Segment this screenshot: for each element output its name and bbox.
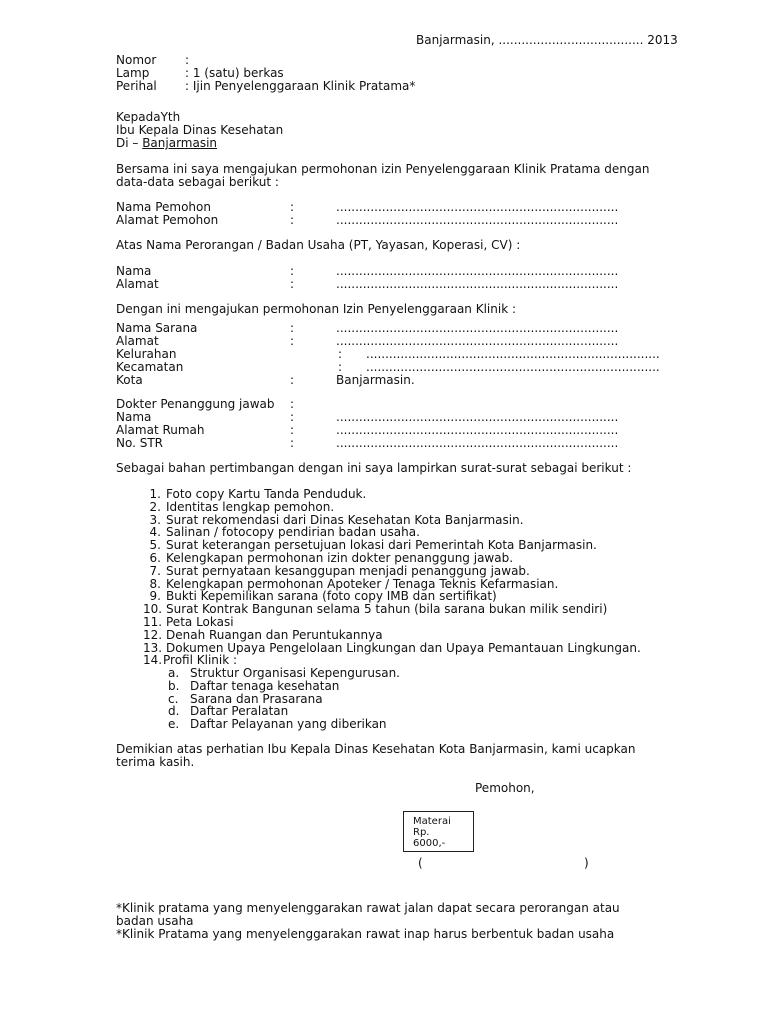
field-colon: : <box>290 200 295 214</box>
profil-label: Profil Klinik : <box>163 653 238 667</box>
lampiran-item: Bukti Kepemilikan sarana (foto copy IMB dan sertifikat) <box>166 589 497 603</box>
profil-item-letter: c. <box>168 692 179 706</box>
field-label: Alamat <box>116 334 159 348</box>
lampiran-item-number: 11. <box>143 615 163 629</box>
field-colon: : <box>290 410 295 424</box>
field-colon: : <box>290 436 295 450</box>
lampiran-item-number: 12. <box>143 628 163 642</box>
field-label: Nama Sarana <box>116 321 198 335</box>
lampiran-item-number: 5. <box>149 538 161 552</box>
lampiran-item: Peta Lokasi <box>166 615 234 629</box>
field-dots: .......................................................................... <box>336 213 619 227</box>
addressee-line-3 <box>116 137 217 150</box>
atas-nama-heading: Atas Nama Perorangan / Badan Usaha (PT, Yayasan, Koperasi, CV) : <box>116 238 521 252</box>
field-label: Alamat Pemohon <box>116 213 219 227</box>
lampiran-item: Kelengkapan permohonan Apoteker / Tenaga Teknis Kefarmasian. <box>166 577 559 591</box>
lampiran-item: Foto copy Kartu Tanda Penduduk. <box>166 487 367 501</box>
signature-close-paren: ) <box>584 856 589 870</box>
lampiran-item: Kelengkapan permohonan izin dokter penanggung jawab. <box>166 551 514 565</box>
lampiran-item: Surat keterangan persetujuan lokasi dari Pemerintah Kota Banjarmasin. <box>166 538 597 552</box>
lampiran-heading: Sebagai bahan pertimbangan dengan ini saya lampirkan surat-surat sebagai berikut : <box>116 461 632 475</box>
field-colon: : <box>290 423 295 437</box>
field-colon: : <box>290 321 295 335</box>
closing-paragraph: Demikian atas perhatian Ibu Kepala Dinas Kesehatan Kota Banjarmasin, kami ucapkan terima kasih. <box>116 742 636 769</box>
field-colon: : <box>290 334 295 348</box>
intro-paragraph: Bersama ini saya mengajukan permohonan izin Penyelenggaraan Klinik Pratama dengan data-data sebagai berikut : <box>116 162 650 189</box>
field-colon: : <box>290 213 295 227</box>
lampiran-item-number: 7. <box>149 564 161 578</box>
field-label: Kelurahan <box>116 347 177 361</box>
signature-open-paren: ( <box>418 856 423 870</box>
kota-value: Banjarmasin. <box>336 373 415 387</box>
lampiran-item: Dokumen Upaya Pengelolaan Lingkungan dan Upaya Pemantauan Lingkungan. <box>166 641 641 655</box>
klinik-heading: Dengan ini mengajukan permohonan Izin Penyelenggaraan Klinik : <box>116 302 517 316</box>
profil-item-letter: b. <box>168 679 180 693</box>
addressee-line-2: Ibu Kepala Dinas Kesehatan <box>116 123 284 137</box>
materai-line: 6000,- <box>413 838 446 849</box>
materai-line: Rp. <box>413 827 430 838</box>
profil-item: Struktur Organisasi Kepengurusan. <box>190 666 400 680</box>
field-dots: .......................................................................... <box>336 264 619 278</box>
field-label: Alamat Rumah <box>116 423 205 437</box>
lampiran-item: Surat Kontrak Bangunan selama 5 tahun (bila sarana bukan milik sendiri) <box>166 602 608 616</box>
materai-line: Materai <box>413 816 451 827</box>
profil-item: Sarana dan Prasarana <box>190 692 323 706</box>
lampiran-item: Denah Ruangan dan Peruntukannya <box>166 628 383 642</box>
profil-item-letter: d. <box>168 704 180 718</box>
profil-item: Daftar Pelayanan yang diberikan <box>190 717 387 731</box>
lampiran-item-number: 10. <box>143 602 163 616</box>
addressee-line-1: KepadaYth <box>116 110 181 124</box>
field-label: Kota <box>116 373 143 387</box>
lampiran-item-number: 1. <box>149 487 161 501</box>
lampiran-item-number: 9. <box>149 589 161 603</box>
perihal-label: Perihal <box>116 79 157 93</box>
field-label: Alamat <box>116 277 159 291</box>
footnote: *Klinik pratama yang menyelenggarakan rawat jalan dapat secara perorangan atau badan usaha <box>116 901 620 928</box>
field-dots: .......................................................................... <box>336 436 619 450</box>
field-dots: .......................................................................... <box>336 410 619 424</box>
field-colon: : <box>290 264 295 278</box>
lampiran-item: Salinan / fotocopy pendirian badan usaha. <box>166 525 420 539</box>
lampiran-item-number: 3. <box>149 513 161 527</box>
field-label: Kecamatan <box>116 360 184 374</box>
lampiran-item-number: 6. <box>149 551 161 565</box>
field-dots: .......................................................................... <box>336 277 619 291</box>
field-dots: .......................................................................... <box>336 423 619 437</box>
profil-item: Daftar tenaga kesehatan <box>190 679 340 693</box>
field-dots: .......................................................................... <box>336 334 619 348</box>
place-date: Banjarmasin, ...................................... 2013 <box>416 33 678 47</box>
profil-item-letter: a. <box>168 666 180 680</box>
field-colon: : <box>290 397 295 411</box>
addressee-city: Banjarmasin <box>142 136 218 150</box>
field-label: No. STR <box>116 436 164 450</box>
field-label: Nama <box>116 264 152 278</box>
lampiran-item-number: 13. <box>143 641 163 655</box>
field-dots: ............................................................................. <box>366 347 660 361</box>
lampiran-item: Surat pernyataan kesanggupan menjadi penanggung jawab. <box>166 564 530 578</box>
lamp-label: Lamp <box>116 66 150 80</box>
footnote: *Klinik Pratama yang menyelenggarakan rawat inap harus berbentuk badan usaha <box>116 927 615 941</box>
field-colon: : <box>338 347 343 361</box>
lampiran-item: Surat rekomendasi dari Dinas Kesehatan Kota Banjarmasin. <box>166 513 524 527</box>
field-colon: : <box>290 277 295 291</box>
lampiran-item-number: 8. <box>149 577 161 591</box>
field-dots: .......................................................................... <box>336 321 619 335</box>
dokter-heading: Dokter Penanggung jawab <box>116 397 275 411</box>
field-label: Nama Pemohon <box>116 200 211 214</box>
profil-item-letter: e. <box>168 717 180 731</box>
signature-label: Pemohon, <box>475 781 535 795</box>
nomor-value: : <box>185 53 190 67</box>
field-dots: .......................................................................... <box>336 200 619 214</box>
lampiran-item-number: 4. <box>149 525 161 539</box>
nomor-label: Nomor <box>116 53 157 67</box>
materai-stamp-box <box>403 811 474 852</box>
addressee-prefix: Di – <box>116 136 143 150</box>
lampiran-item: Identitas lengkap pemohon. <box>166 500 335 514</box>
field-label: Nama <box>116 410 152 424</box>
profil-num: 14. <box>143 653 163 667</box>
profil-item: Daftar Peralatan <box>190 704 289 718</box>
lampiran-item-number: 2. <box>149 500 161 514</box>
field-dots: ............................................................................. <box>366 360 660 374</box>
perihal-value: : Ijin Penyelenggaraan Klinik Pratama* <box>185 79 416 93</box>
lamp-value: : 1 (satu) berkas <box>185 66 284 80</box>
field-colon: : <box>290 373 295 387</box>
field-colon: : <box>338 360 343 374</box>
